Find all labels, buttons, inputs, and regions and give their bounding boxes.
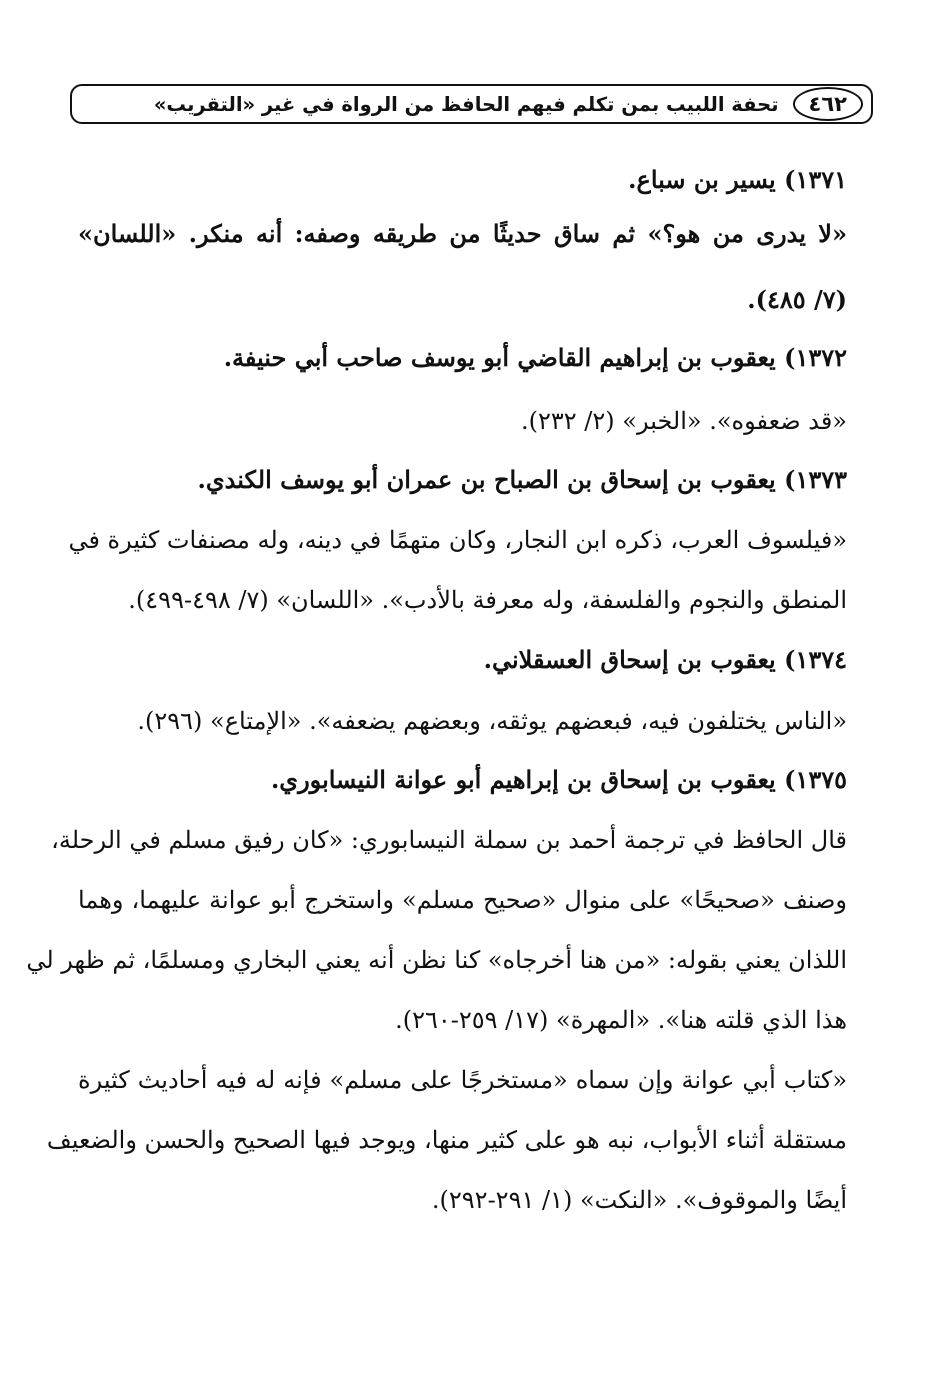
entry-1374-title: ١٣٧٤) يعقوب بن إسحاق العسقلاني. <box>483 645 847 674</box>
entry-1371-quote-line2: (٧/ ٤٨٥). <box>747 285 847 314</box>
entry-1373-title: ١٣٧٣) يعقوب بن إسحاق بن الصباح بن عمران أبو يوسف الكندي. <box>197 465 847 494</box>
entry-1372-title: ١٣٧٢) يعقوب بن إبراهيم القاضي أبو يوسف صاحب أبي حنيفة. <box>223 343 847 372</box>
entry-1375-para-line7: أيضًا والموقوف». «النكت» (١/ ٢٩١-٢٩٢). <box>431 1186 847 1214</box>
entry-1375-title: ١٣٧٥) يعقوب بن إسحاق بن إبراهيم أبو عوانة النيسابوري. <box>270 765 847 794</box>
entry-1375-para-line4: هذا الذي قلته هنا». «المهرة» (١٧/ ٢٥٩-٢٦٠). <box>395 1006 847 1034</box>
page-number: ٤٦٢ <box>793 87 863 121</box>
running-title: تحفة اللبيب بمن تكلم فيهم الحافظ من الرواة في غير «التقريب» <box>153 92 779 116</box>
entry-1371-quote-line1: «لا يدرى من هو؟» ثم ساق حديثًا من طريقه وصفه: أنه منكر. «اللسان» <box>78 219 847 248</box>
entry-1374-quote: «الناس يختلفون فيه، فبعضهم يوثقه، وبعضهم يضعفه». «الإمتاع» (٢٩٦). <box>137 707 847 735</box>
entry-1375-para-line5: «كتاب أبي عوانة وإن سماه «مستخرجًا على مسلم» فإنه له فيه أحاديث كثيرة <box>78 1066 847 1094</box>
entry-1375-para-line1: قال الحافظ في ترجمة أحمد بن سملة النيسابوري: «كان رفيق مسلم في الرحلة، <box>51 826 847 854</box>
entry-1373-quote-line1: «فيلسوف العرب، ذكره ابن النجار، وكان متهمًا في دينه، وله مصنفات كثيرة في <box>68 526 847 554</box>
entry-1372-quote: «قد ضعفوه». «الخبر» (٢/ ٢٣٢). <box>521 407 847 435</box>
entry-1375-para-line6: مستقلة أثناء الأبواب، نبه هو على كثير منها، ويوجد فيها الصحيح والحسن والضعيف <box>46 1126 847 1154</box>
entry-1373-quote-line2: المنطق والنجوم والفلسفة، وله معرفة بالأدب». «اللسان» (٧/ ٤٩٨-٤٩٩). <box>128 586 847 614</box>
entry-1371-title: ١٣٧١) يسير بن سباع. <box>628 165 847 194</box>
entry-1375-para-line2: وصنف «صحيحًا» على منوال «صحيح مسلم» واستخرج أبو عوانة عليهما، وهما <box>78 886 848 914</box>
entry-1375-para-line3: اللذان يعني بقوله: «من هنا أخرجاه» كنا نظن أنه يعني البخاري ومسلمًا، ثم ظهر لي <box>26 946 847 974</box>
running-header <box>70 84 873 124</box>
